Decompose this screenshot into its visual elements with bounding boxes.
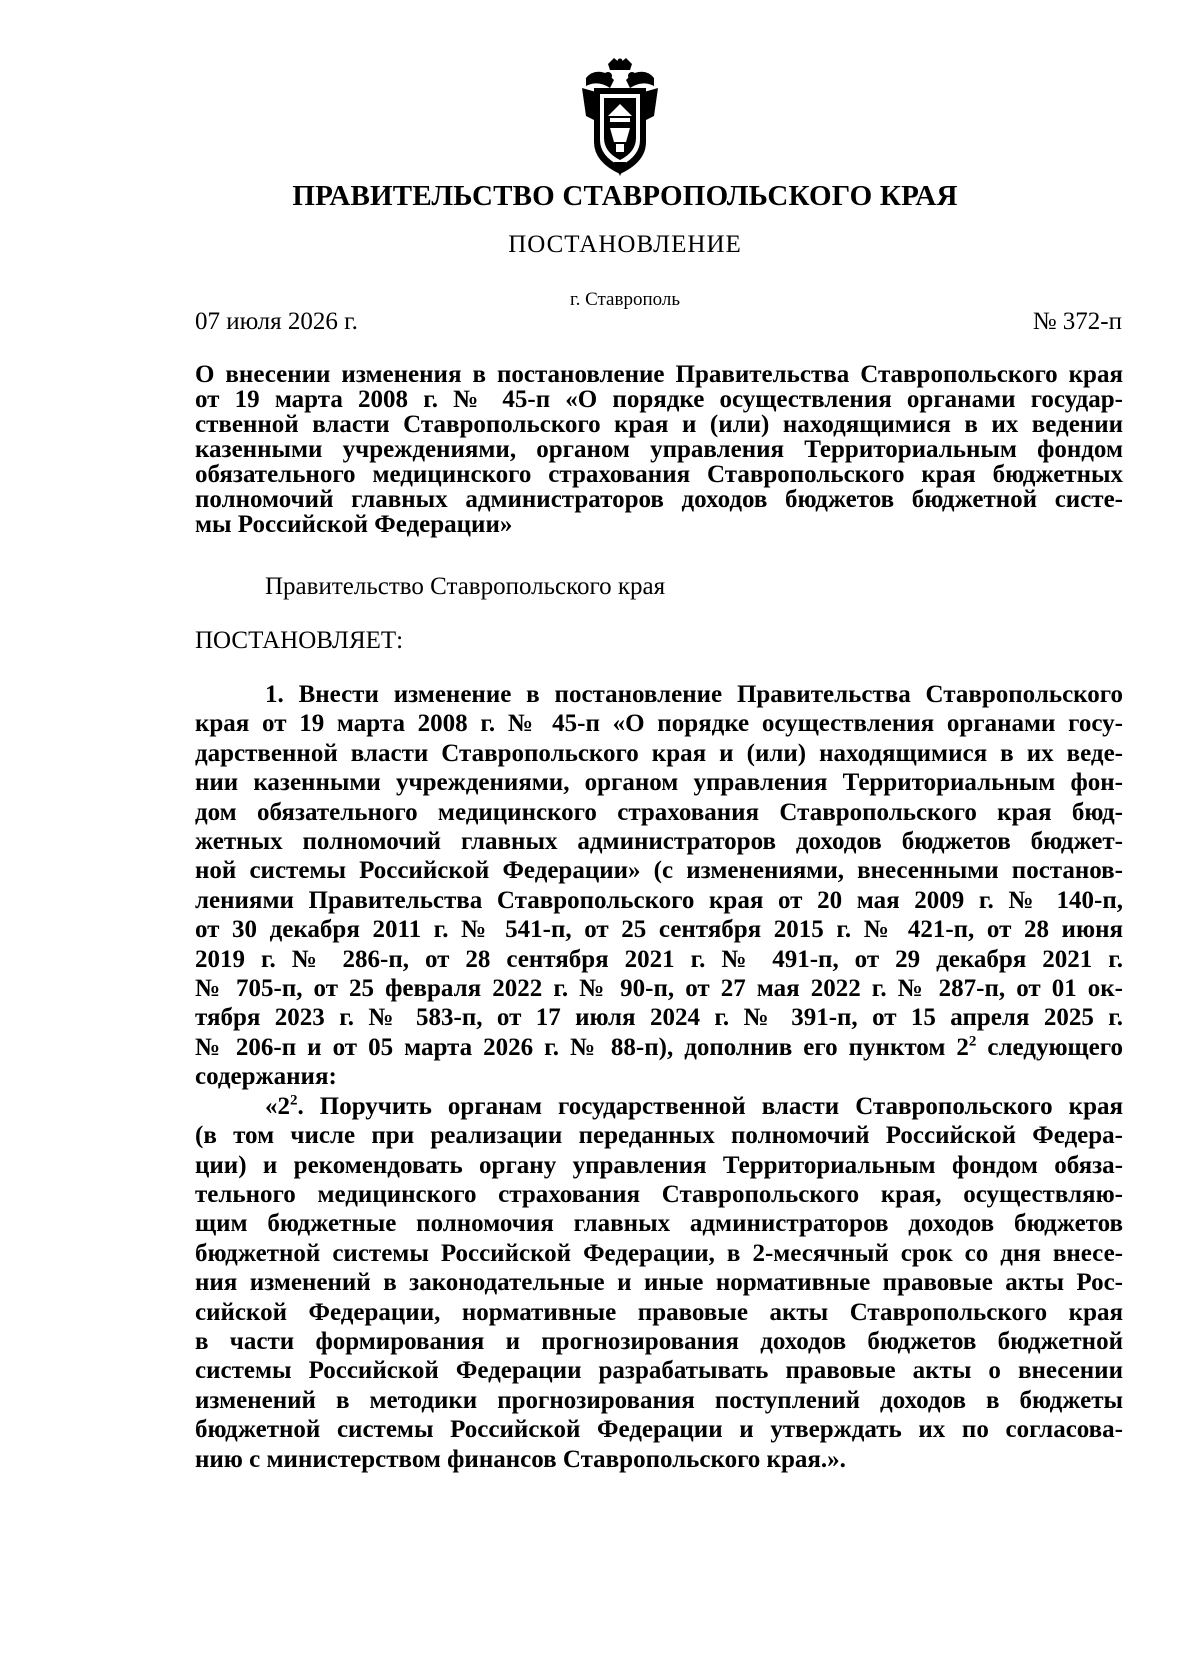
item-1-paragraph <box>195 680 1123 1474</box>
item-1-line: 1. Внести изменение в постановление Правительства Ставропольского <box>265 681 1123 708</box>
item-1-line-text: следующего <box>976 1033 1123 1061</box>
item-1-line: тября 2023 г. № 583-п, от 17 июля 2024 г. № 391-п, от 15 апреля 2025 г. <box>195 1004 1123 1032</box>
item-1-line: жетных полномочий главных администраторов доходов бюджетов бюджет- <box>195 828 1123 856</box>
item-2-line: ции) и рекомендовать органу управления Территориальным фондом обяза- <box>195 1151 1123 1179</box>
coat-of-arms-emblem <box>580 58 660 176</box>
document-number: № 372-п <box>1032 308 1122 335</box>
item-2-line: (в том числе при реализации переданных полномочий Российской Федера- <box>195 1122 1123 1150</box>
item-1-line <box>195 1033 1123 1062</box>
item-2-line: нию с министерством финансов Ставропольского края.». <box>195 1445 846 1473</box>
item-2-line: сийской Федерации, нормативные правовые акты Ставропольского края <box>195 1298 1123 1326</box>
item-1-line: ной системы Российской Федерации» (с изменениями, внесенными постанов- <box>195 857 1123 885</box>
subject-line: обязательного медицинского страхования Ставропольского края бюджетных <box>195 461 1123 488</box>
item-2-line: в части формирования и прогнозирования доходов бюджетов бюджетной <box>195 1327 1123 1355</box>
item-2-line-text: . Поручить органам государственной власти Ставропольского края <box>297 1092 1123 1120</box>
item-1-line: № 705-п, от 25 февраля 2022 г. № 90-п, от 27 мая 2022 г. № 287-п, от 01 ок- <box>195 975 1123 1003</box>
item-1-line: лениями Правительства Ставропольского края от 20 мая 2009 г. № 140-п, <box>195 886 1123 914</box>
document-type: ПОСТАНОВЛЕНИЕ <box>508 231 742 258</box>
superscript: 2 <box>968 1033 977 1050</box>
preamble: Правительство Ставропольского края <box>265 573 666 600</box>
item-1-line: от 30 декабря 2011 г. № 541-п, от 25 сентября 2015 г. № 421-п, от 28 июня <box>195 916 1123 944</box>
item-1-line: содержания: <box>195 1063 337 1091</box>
item-1-line: края от 19 марта 2008 г. № 45-п «О порядке осуществления органами госу- <box>195 710 1123 738</box>
item-2-line: щим бюджетные полномочия главных администраторов доходов бюджетов <box>195 1210 1123 1238</box>
subject-line: от 19 марта 2008 г. № 45-п «О порядке осуществления органами государ- <box>195 386 1123 413</box>
item-2-line: ния изменений в законодательные и иные нормативные правовые акты Рос- <box>195 1269 1123 1297</box>
item-1-line-text: № 206-п и от 05 марта 2026 г. № 88-п), дополнив его пунктом 2 <box>195 1033 969 1061</box>
subject-line: казенными учреждениями, органом управления Территориальным фондом <box>195 436 1123 463</box>
item-1-line: 2019 г. № 286-п, от 28 сентября 2021 г. № 491-п, от 29 декабря 2021 г. <box>195 945 1123 973</box>
subject-line: мы Российской Федерации» <box>195 511 513 538</box>
item-2-line: бюджетной системы Российской Федерации и утверждать их по согласова- <box>195 1416 1123 1444</box>
item-1-line: дарственной власти Ставропольского края и (или) находящимися в их веде- <box>195 739 1123 767</box>
subject-line: ственной власти Ставропольского края и (или) находящимися в их ведении <box>195 411 1123 438</box>
item-2-line: системы Российской Федерации разрабатывать правовые акты о внесении <box>195 1357 1123 1385</box>
document-subject <box>195 362 1123 537</box>
item-2-line: изменений в методики прогнозирования поступлений доходов в бюджеты <box>195 1386 1123 1414</box>
item-2-line-text: «2 <box>265 1092 290 1120</box>
item-1-line: нии казенными учреждениями, органом управления Территориальным фон- <box>195 769 1123 797</box>
document-city: г. Ставрополь <box>569 289 681 310</box>
item-2-line: бюджетной системы Российской Федерации, в 2-месячный срок со дня внесе- <box>195 1239 1123 1267</box>
item-2-line <box>195 1092 1123 1121</box>
organization-title: ПРАВИТЕЛЬСТВО СТАВРОПОЛЬСКОГО КРАЯ <box>292 180 958 212</box>
document-date: 07 июля 2026 г. <box>195 308 358 335</box>
subject-line: полномочий главных администраторов доходов бюджетов бюджетной систе- <box>195 486 1123 513</box>
resolves-heading: ПОСТАНОВЛЯЕТ: <box>195 627 404 654</box>
item-1-line: дом обязательного медицинского страхования Ставропольского края бюд- <box>195 798 1123 826</box>
superscript: 2 <box>290 1092 298 1109</box>
subject-line: О внесении изменения в постановление Правительства Ставропольского края <box>195 361 1123 388</box>
item-2-line: тельного медицинского страхования Ставропольского края, осуществляю- <box>195 1180 1123 1208</box>
